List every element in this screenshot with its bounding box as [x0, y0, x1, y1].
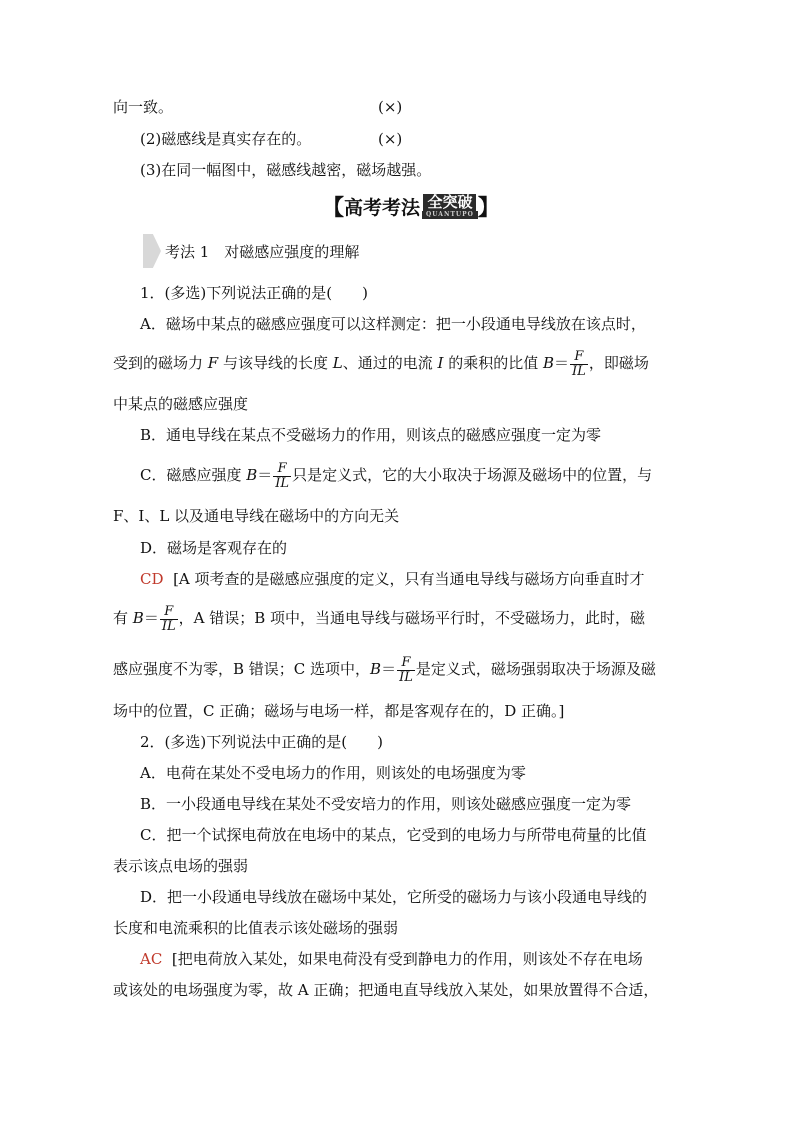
explanation-line: 或该处的电场强度为零，故 A 正确；把通电直导线放入某处，如果放置得不合适，	[113, 981, 659, 999]
judgement-mark: (×)	[378, 130, 403, 148]
explanation-line: 感应强度不为零，B 错误；C 选项中，B＝ $\frac{F}{IL}$ 是定义式，磁场强弱取决于场源及磁	[113, 654, 656, 685]
badge-text: 全突破	[423, 194, 476, 211]
bracket-open: 【	[322, 194, 345, 221]
section-header	[322, 192, 500, 220]
option-a-cont: 受到的磁场力 F 与该导线的长度 L、通过的电流 I 的乘积的比值 B＝ $\frac{F}{IL}$ ，即磁场	[113, 348, 649, 379]
method-title: 考法 1 对磁感应强度的理解	[165, 243, 360, 261]
chevron-icon	[143, 234, 161, 268]
formula-fraction: $\frac{F}{IL}$	[572, 348, 586, 379]
question-stem: 2．(多选)下列说法中正确的是( )	[140, 733, 383, 751]
method-banner	[143, 234, 563, 268]
option-d-cont: 长度和电流乘积的比值表示该处磁场的强弱	[113, 919, 399, 937]
answer-label: AC	[140, 950, 163, 968]
judgement-mark: (×)	[378, 98, 403, 116]
answer-line: CD [A 项考查的是磁感应强度的定义，只有当通电导线与磁场方向垂直时才	[140, 570, 645, 588]
option-a: A．磁场中某点的磁感应强度可以这样测定：把一小段通电导线放在该点时，	[140, 315, 646, 333]
option-c: C．磁感应强度 B＝ $\frac{F}{IL}$ 只是定义式，它的大小取决于场源及磁场中的位置，与	[140, 460, 653, 491]
answer-line: AC [把电荷放入某处，如果电荷没有受到静电力的作用，则该处不存在电场	[140, 950, 643, 968]
explanation-line: 有 B＝ $\frac{F}{IL}$ ，A 错误；B 项中，当通电导线与磁场平行时，不受磁场力，此时，磁	[113, 603, 646, 634]
option-b: B．一小段通电导线在某处不受安培力的作用，则该处磁感应强度一定为零	[140, 795, 632, 813]
formula-fraction: $\frac{F}{IL}$	[275, 460, 290, 491]
option-d: D．磁场是客观存在的	[140, 539, 288, 557]
option-c: C．把一个试探电荷放在电场中的某点，它受到的电场力与所带电荷量的比值	[140, 826, 647, 844]
text-line: 向一致。	[113, 98, 174, 116]
formula-fraction: $\frac{F}{IL}$	[161, 603, 176, 634]
text-line: (3)在同一幅图中，磁感线越密，磁场越强。	[140, 161, 432, 179]
option-a-cont: 中某点的磁感应强度	[113, 395, 249, 413]
option-c-cont: 表示该点电场的强弱	[113, 857, 249, 875]
option-d: D．把一小段通电导线放在磁场中某处，它所受的磁场力与该小段通电导线的	[140, 888, 648, 906]
text-line: (2)磁感线是真实存在的。	[140, 130, 312, 148]
option-a: A．电荷在某处不受电场力的作用，则该处的电场强度为零	[140, 764, 526, 782]
option-c-cont: F、I、L 以及通电导线在磁场中的方向无关	[113, 507, 400, 525]
answer-label: CD	[140, 570, 164, 588]
bracket-close: 】	[477, 194, 500, 221]
explanation-line: 场中的位置，C 正确；磁场与电场一样，都是客观存在的，D 正确。]	[113, 702, 565, 720]
section-title: 高考考法	[344, 196, 421, 219]
section-badge	[422, 194, 478, 219]
option-b: B．通电导线在某点不受磁场力的作用，则该点的磁感应强度一定为零	[140, 426, 602, 444]
question-stem: 1．(多选)下列说法正确的是( )	[140, 284, 368, 302]
formula-fraction: $\frac{F}{IL}$	[399, 654, 413, 685]
badge-subtext: QUANTUPO	[422, 211, 478, 219]
